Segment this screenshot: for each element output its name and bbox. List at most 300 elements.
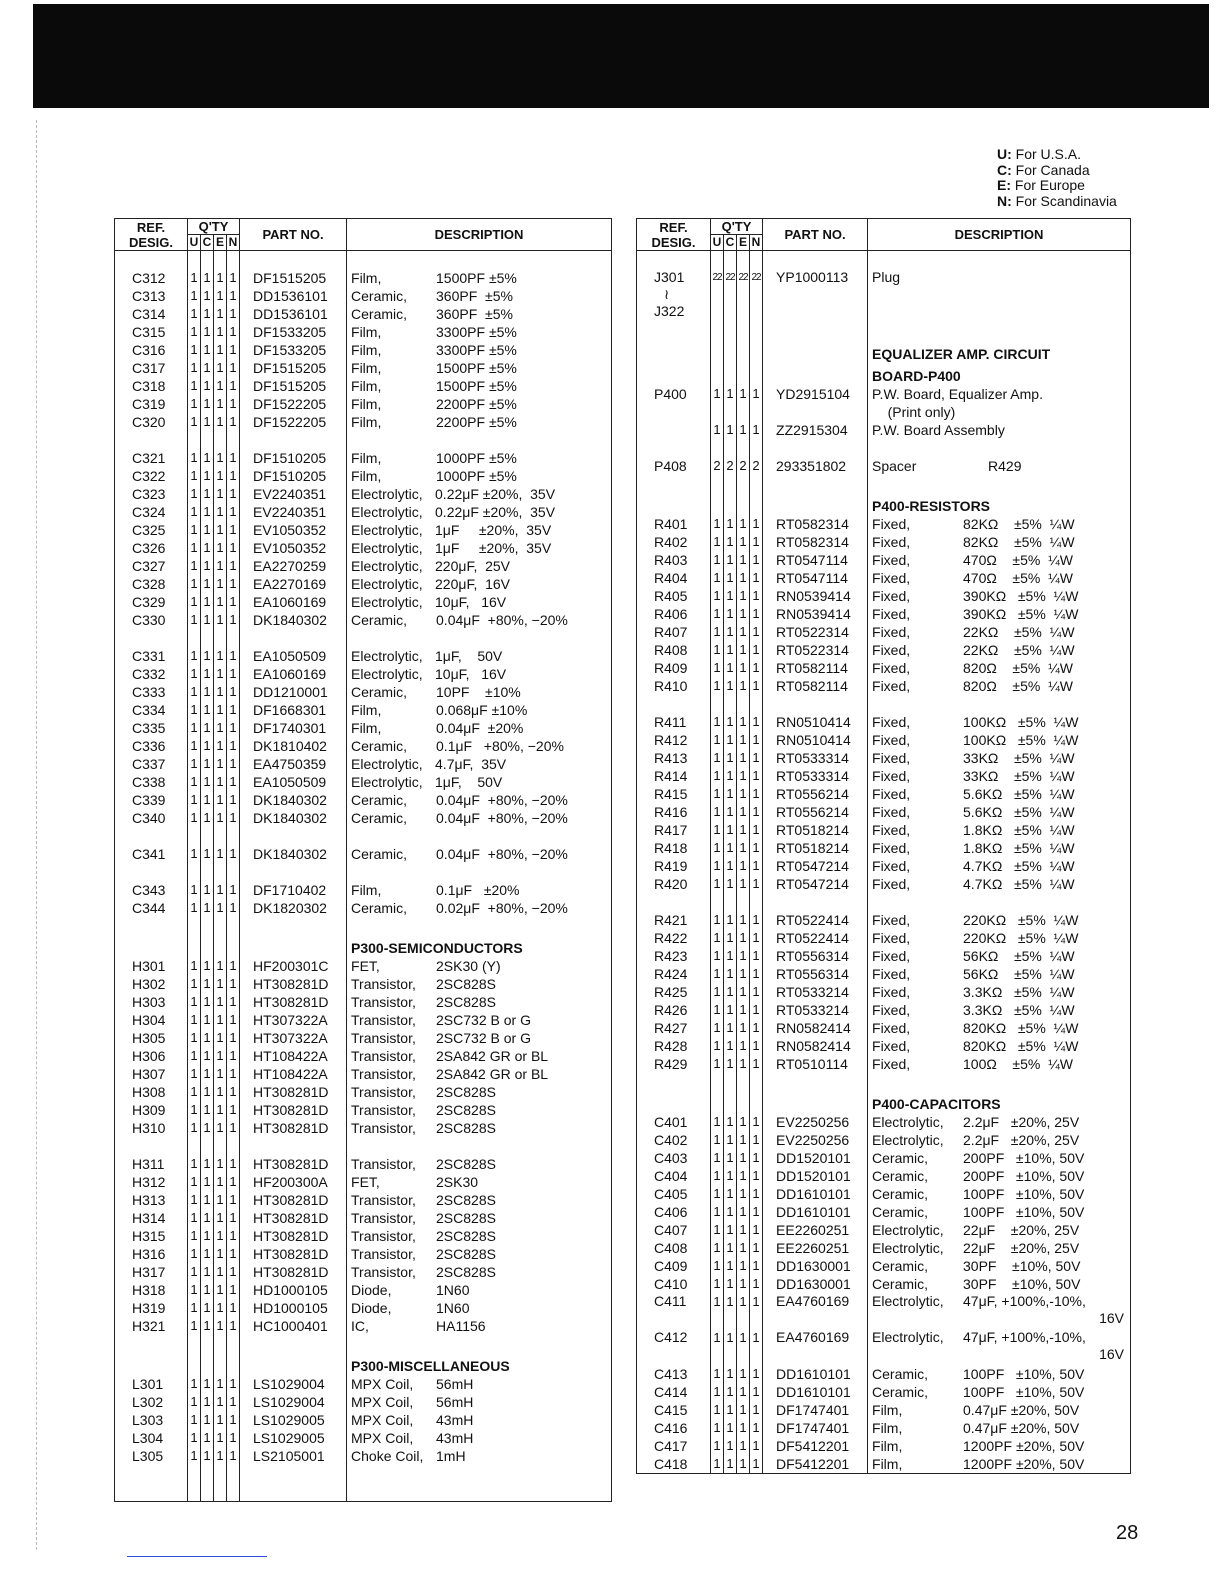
qty-n: 1 <box>750 641 763 659</box>
ref-desig: C339 <box>115 791 188 809</box>
description <box>347 1393 612 1411</box>
description <box>347 755 612 773</box>
qty-e: 1 <box>214 539 227 557</box>
qty-e: 1 <box>214 467 227 485</box>
description <box>347 377 612 395</box>
description-type: Fixed, <box>872 552 911 568</box>
ref-desig: C320 <box>115 413 188 431</box>
description-value: 0.1μF ±20% <box>436 882 520 898</box>
binding-margin-line <box>36 120 37 1550</box>
description-type: Ceramic, <box>872 1186 929 1202</box>
qty-c: 1 <box>724 1365 737 1383</box>
ref-desig: P400 <box>637 385 711 403</box>
description-value: 2SC732 B or G <box>436 1012 531 1028</box>
description-type: Fixed, <box>872 1056 911 1072</box>
legend-item-e: E: For Europe <box>997 177 1085 193</box>
empty-cell <box>240 1335 347 1353</box>
qty-u: 22 <box>711 269 724 323</box>
qty-c: 1 <box>201 1281 214 1299</box>
qty-n: 1 <box>750 839 763 857</box>
qty-c: 1 <box>201 1209 214 1227</box>
description-value: 470Ω ±5% ¼W <box>963 570 1073 586</box>
description <box>347 791 612 809</box>
qty-n: 1 <box>750 965 763 983</box>
qty-c: 1 <box>724 929 737 947</box>
qty-n: 1 <box>227 323 240 341</box>
empty-cell <box>227 629 240 647</box>
description <box>347 305 612 323</box>
qty-n: 1 <box>227 1047 240 1065</box>
empty-cell <box>347 1335 612 1353</box>
description-value: 220μF, 25V <box>435 558 511 574</box>
description-type: Fixed, <box>872 858 911 874</box>
part-number: DF1510205 <box>240 449 347 467</box>
description-value: 4.7KΩ ±5% ¼W <box>963 876 1075 892</box>
table-row <box>115 1299 612 1317</box>
qty-n: 1 <box>750 421 763 439</box>
ref-desig: R412 <box>637 731 711 749</box>
qty-u: 1 <box>188 683 201 701</box>
empty-cell <box>737 695 750 713</box>
table-row <box>637 1365 1131 1383</box>
qty-e: 1 <box>737 1167 750 1185</box>
qty-u: 1 <box>711 767 724 785</box>
qty-n: 1 <box>750 731 763 749</box>
qty-c: 1 <box>201 719 214 737</box>
qty-n: 1 <box>227 1227 240 1245</box>
qty-n: 1 <box>750 1221 763 1239</box>
qty-c: 1 <box>201 957 214 975</box>
description <box>347 683 612 701</box>
header-ref-desig: REF. DESIG. <box>637 219 711 251</box>
ref-desig: C335 <box>115 719 188 737</box>
description-value: 820KΩ ±5% ¼W <box>963 1020 1079 1036</box>
empty-cell <box>711 475 724 493</box>
section-heading: BOARD-P400 <box>868 363 1131 385</box>
description-value: 0.04μF +80%, −20% <box>436 846 568 862</box>
ref-desig: P408 <box>637 457 711 475</box>
qty-e: 1 <box>737 929 750 947</box>
description-type: Electrolytic, <box>351 666 423 682</box>
empty-cell <box>115 935 188 957</box>
description <box>868 421 1131 439</box>
description <box>868 875 1131 893</box>
description-type: Transistor, <box>351 1246 416 1262</box>
description <box>868 533 1131 551</box>
empty-cell <box>214 827 227 845</box>
qty-c: 1 <box>201 377 214 395</box>
description <box>868 1149 1131 1167</box>
description <box>347 1245 612 1263</box>
description-type: Electrolytic, <box>351 558 423 574</box>
part-number: DD1520101 <box>763 1149 868 1167</box>
description-value: 100KΩ ±5% ¼W <box>963 732 1079 748</box>
qty-c: 1 <box>724 1239 737 1257</box>
qty-e: 1 <box>214 755 227 773</box>
qty-n: 1 <box>227 359 240 377</box>
table-row <box>637 659 1131 677</box>
part-number: EV2250256 <box>763 1131 868 1149</box>
qty-n: 1 <box>750 1113 763 1131</box>
qty-c: 1 <box>201 993 214 1011</box>
qty-c: 1 <box>724 1131 737 1149</box>
empty-cell <box>737 893 750 911</box>
part-number: HT308281D <box>240 1101 347 1119</box>
ref-desig: C326 <box>115 539 188 557</box>
empty-cell <box>750 439 763 457</box>
qty-u: 1 <box>711 1437 724 1455</box>
description-value: 30PF ±10%, 50V <box>963 1276 1081 1292</box>
qty-c: 1 <box>201 683 214 701</box>
qty-n: 1 <box>227 593 240 611</box>
qty-u: 1 <box>711 385 724 403</box>
description <box>868 605 1131 623</box>
qty-u: 1 <box>188 899 201 917</box>
qty-u: 1 <box>711 659 724 677</box>
qty-n: 1 <box>750 1437 763 1455</box>
description <box>868 1257 1131 1275</box>
ref-desig: C403 <box>637 1149 711 1167</box>
description-type: Transistor, <box>351 1156 416 1172</box>
part-number: EV2240351 <box>240 503 347 521</box>
description <box>868 1037 1131 1055</box>
empty-cell <box>637 323 711 341</box>
qty-c: 1 <box>724 1401 737 1419</box>
qty-c: 1 <box>201 773 214 791</box>
qty-e: 1 <box>737 1257 750 1275</box>
description <box>868 677 1131 695</box>
empty-cell <box>711 1073 724 1091</box>
empty-cell <box>868 1073 1131 1091</box>
description-value: 10μF, 16V <box>435 666 507 682</box>
description-value: 0.22μF ±20%, 35V <box>435 486 556 502</box>
qty-c: 1 <box>201 1065 214 1083</box>
part-number: RN0539414 <box>763 587 868 605</box>
empty-cell <box>724 363 737 385</box>
table-row <box>637 803 1131 821</box>
qty-c: 1 <box>201 737 214 755</box>
description-type: P.W. Board, Equalizer Amp. <box>872 386 1043 402</box>
table-row <box>637 1329 1131 1365</box>
section-heading: P300-MISCELLANEOUS <box>347 1353 612 1375</box>
empty-cell <box>214 431 227 449</box>
empty-cell <box>227 251 240 270</box>
qty-e: 1 <box>214 1155 227 1173</box>
empty-cell <box>763 475 868 493</box>
description <box>868 457 1131 475</box>
empty-cell <box>227 827 240 845</box>
table-row <box>637 515 1131 533</box>
empty-cell <box>188 827 201 845</box>
description-value: 1000PF ±5% <box>436 450 517 466</box>
footer-rule <box>127 1556 267 1557</box>
qty-n: 1 <box>750 1167 763 1185</box>
description <box>868 983 1131 1001</box>
description-type: Film, <box>351 360 382 376</box>
table-row <box>115 773 612 791</box>
description-value: 2200PF ±5% <box>436 396 517 412</box>
description-value: 220KΩ ±5% ¼W <box>963 930 1079 946</box>
empty-cell <box>737 1091 750 1113</box>
part-number: RT0547114 <box>763 551 868 569</box>
description-type: Fixed, <box>872 840 911 856</box>
description-value: 0.04μF +80%, −20% <box>436 792 568 808</box>
description-type: Fixed, <box>872 948 911 964</box>
qty-u: 1 <box>188 1317 201 1335</box>
description-type: Electrolytic, <box>872 1293 944 1309</box>
description <box>347 539 612 557</box>
description <box>868 587 1131 605</box>
qty-u: 1 <box>188 809 201 827</box>
ref-desig: C337 <box>115 755 188 773</box>
qty-n: 2 <box>750 457 763 475</box>
part-number: RN0539414 <box>763 605 868 623</box>
description-value: 2.2μF ±20%, 25V <box>963 1132 1080 1148</box>
description-value: 33KΩ ±5% ¼W <box>963 750 1075 766</box>
header-ref-desig: REF. DESIG. <box>115 219 188 251</box>
qty-u: 1 <box>711 929 724 947</box>
qty-n: 1 <box>227 1101 240 1119</box>
part-number: RT0582114 <box>763 659 868 677</box>
qty-c: 1 <box>724 767 737 785</box>
qty-c: 1 <box>724 983 737 1001</box>
table-row <box>637 1401 1131 1419</box>
description-value: 82KΩ ±5% ¼W <box>963 534 1075 550</box>
part-number: EA1050509 <box>240 773 347 791</box>
qty-e: 1 <box>214 993 227 1011</box>
part-number: RT0547214 <box>763 875 868 893</box>
qty-u: 1 <box>188 287 201 305</box>
empty-cell <box>115 431 188 449</box>
table-row <box>115 1101 612 1119</box>
empty-cell <box>763 1091 868 1113</box>
table-row <box>115 1281 612 1299</box>
description-type: Ceramic, <box>351 288 408 304</box>
qty-u: 1 <box>711 911 724 929</box>
table-row <box>115 395 612 413</box>
empty-cell <box>201 1465 214 1483</box>
description <box>347 1209 612 1227</box>
qty-c: 1 <box>201 449 214 467</box>
description-value: 2.2μF ±20%, 25V <box>963 1114 1080 1130</box>
description-value: 200PF ±10%, 50V <box>963 1150 1085 1166</box>
ref-desig: C413 <box>637 1365 711 1383</box>
description <box>868 403 1131 421</box>
qty-n: 1 <box>227 1429 240 1447</box>
ref-desig: H311 <box>115 1155 188 1173</box>
empty-cell <box>737 1073 750 1091</box>
description <box>347 1191 612 1209</box>
table-row <box>637 1275 1131 1293</box>
description-type: Transistor, <box>351 1228 416 1244</box>
part-number: EA4750359 <box>240 755 347 773</box>
ref-desig: H317 <box>115 1263 188 1281</box>
ref-desig: R414 <box>637 767 711 785</box>
qty-c: 1 <box>724 731 737 749</box>
empty-cell <box>737 251 750 270</box>
empty-cell <box>214 1353 227 1375</box>
qty-c: 1 <box>201 521 214 539</box>
part-number: RT0547114 <box>763 569 868 587</box>
description <box>347 287 612 305</box>
ref-desig-line: J322 <box>654 303 685 319</box>
empty-cell <box>214 251 227 270</box>
qty-n: 1 <box>227 1209 240 1227</box>
ref-desig: C415 <box>637 1401 711 1419</box>
part-number: DD1610101 <box>763 1383 868 1401</box>
qty-n: 1 <box>227 1393 240 1411</box>
part-number: RT0533314 <box>763 749 868 767</box>
empty-cell <box>711 251 724 270</box>
description <box>347 1047 612 1065</box>
spacer-row <box>637 251 1131 270</box>
empty-cell <box>737 341 750 363</box>
part-number: RT0556214 <box>763 785 868 803</box>
ref-desig: C410 <box>637 1275 711 1293</box>
qty-c: 1 <box>724 1275 737 1293</box>
description-value: 100PF ±10%, 50V <box>963 1366 1085 1382</box>
qty-e: 1 <box>737 911 750 929</box>
qty-u: 1 <box>711 713 724 731</box>
empty-cell <box>637 1073 711 1091</box>
description-type: Film, <box>872 1402 903 1418</box>
table-row <box>637 1257 1131 1275</box>
description-value: 100KΩ ±5% ¼W <box>963 714 1079 730</box>
qty-c: 1 <box>201 845 214 863</box>
ref-desig: R411 <box>637 713 711 731</box>
table-row <box>637 641 1131 659</box>
qty-c: 1 <box>201 1429 214 1447</box>
part-number: DK1820302 <box>240 899 347 917</box>
qty-n: 1 <box>227 809 240 827</box>
qty-u: 1 <box>188 575 201 593</box>
qty-u: 1 <box>711 1055 724 1073</box>
part-number: EA1050509 <box>240 647 347 665</box>
qty-c: 1 <box>201 1155 214 1173</box>
section-heading-row <box>115 1353 612 1375</box>
description-type: Ceramic, <box>872 1384 929 1400</box>
part-number: LS1029004 <box>240 1375 347 1393</box>
description-value: 4.7μF, 35V <box>435 756 507 772</box>
qty-u: 1 <box>711 1329 724 1365</box>
table-row <box>115 737 612 755</box>
empty-cell <box>868 893 1131 911</box>
description-voltage: 16V <box>1099 1346 1125 1362</box>
qty-e: 1 <box>214 1227 227 1245</box>
qty-n: 1 <box>227 467 240 485</box>
ref-desig: H304 <box>115 1011 188 1029</box>
description-value: R429 <box>988 458 1022 474</box>
qty-u: 1 <box>711 947 724 965</box>
qty-u: 1 <box>188 1447 201 1465</box>
qty-e: 1 <box>214 1065 227 1083</box>
empty-cell <box>763 363 868 385</box>
empty-cell <box>347 917 612 935</box>
part-number: HT308281D <box>240 975 347 993</box>
qty-n: 1 <box>227 1083 240 1101</box>
empty-cell <box>214 863 227 881</box>
ref-desig: H306 <box>115 1047 188 1065</box>
description <box>347 1011 612 1029</box>
table-row <box>115 449 612 467</box>
part-number: EA4760169 <box>763 1293 868 1329</box>
qty-e: 1 <box>214 957 227 975</box>
ref-desig: C405 <box>637 1185 711 1203</box>
qty-n: 1 <box>750 1131 763 1149</box>
section-heading-row <box>637 1091 1131 1113</box>
description-type: Transistor, <box>351 1120 416 1136</box>
description-value: 56KΩ ±5% ¼W <box>963 966 1075 982</box>
qty-c: 1 <box>724 1167 737 1185</box>
description <box>347 1375 612 1393</box>
qty-u: 1 <box>188 449 201 467</box>
ref-desig: R408 <box>637 641 711 659</box>
part-number: DK1840302 <box>240 845 347 863</box>
header-part-no: PART NO. <box>240 219 347 251</box>
qty-u: 1 <box>711 1455 724 1474</box>
description-type: Film, <box>351 324 382 340</box>
qty-u: 1 <box>188 1191 201 1209</box>
description-type: MPX Coil, <box>351 1394 414 1410</box>
description <box>347 521 612 539</box>
qty-u: 1 <box>711 569 724 587</box>
part-number: HT308281D <box>240 1263 347 1281</box>
description-type: Fixed, <box>872 966 911 982</box>
description-type: Film, <box>351 414 382 430</box>
empty-cell <box>763 695 868 713</box>
qty-e: 1 <box>214 683 227 701</box>
description <box>868 767 1131 785</box>
qty-u: 1 <box>711 421 724 439</box>
description <box>868 1113 1131 1131</box>
empty-cell <box>214 1465 227 1483</box>
description-value: 22μF ±20%, 25V <box>963 1240 1080 1256</box>
part-number: EA2270169 <box>240 575 347 593</box>
empty-cell <box>750 363 763 385</box>
table-row <box>637 457 1131 475</box>
qty-n: 1 <box>227 1245 240 1263</box>
qty-n: 1 <box>227 449 240 467</box>
qty-u: 1 <box>711 803 724 821</box>
qty-c: 1 <box>201 539 214 557</box>
qty-u: 1 <box>188 377 201 395</box>
table-row <box>115 1155 612 1173</box>
qty-e: 22 <box>737 269 750 323</box>
description <box>347 1227 612 1245</box>
qty-u: 1 <box>188 665 201 683</box>
ref-desig: H312 <box>115 1173 188 1191</box>
empty-cell <box>750 475 763 493</box>
empty-cell <box>214 1335 227 1353</box>
ref-desig: C416 <box>637 1419 711 1437</box>
empty-cell <box>201 431 214 449</box>
empty-cell <box>201 1137 214 1155</box>
empty-cell <box>763 893 868 911</box>
description <box>868 623 1131 641</box>
description-value: 5.6KΩ ±5% ¼W <box>963 804 1075 820</box>
empty-cell <box>188 431 201 449</box>
qty-e: 1 <box>214 899 227 917</box>
empty-cell <box>214 1483 227 1502</box>
ref-desig: C327 <box>115 557 188 575</box>
qty-n: 1 <box>227 881 240 899</box>
section-heading: EQUALIZER AMP. CIRCUIT <box>868 341 1131 363</box>
description-type: Film, <box>351 396 382 412</box>
description <box>347 845 612 863</box>
qty-e: 1 <box>737 1275 750 1293</box>
description-value: 2SA842 GR or BL <box>436 1066 549 1082</box>
part-number: RT0556214 <box>763 803 868 821</box>
